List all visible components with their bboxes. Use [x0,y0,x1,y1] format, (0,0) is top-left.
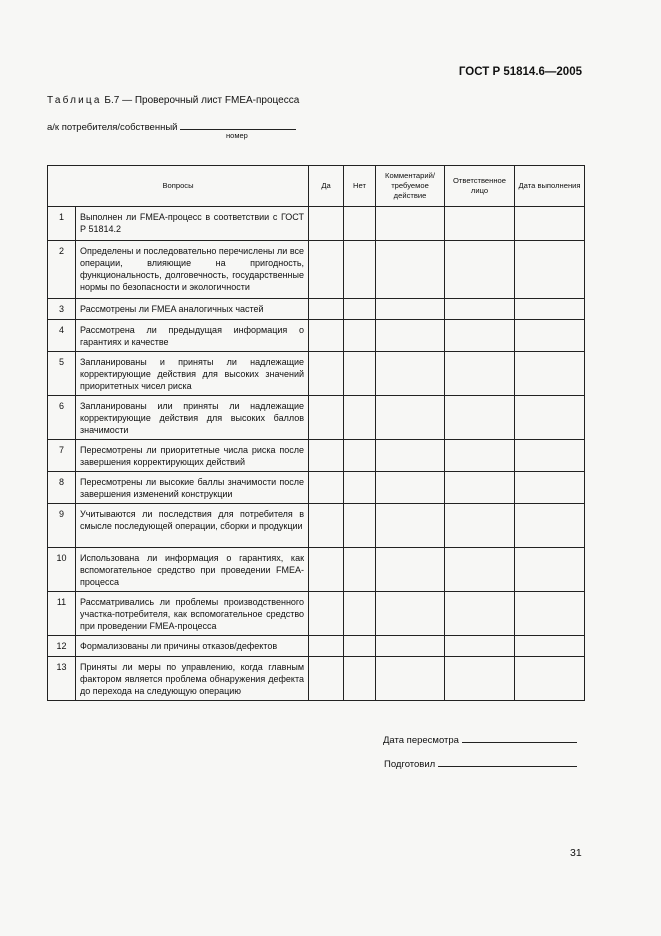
row-question: Рассмотрены ли FMEA аналогичных частей [76,299,309,320]
row-number: 6 [48,396,76,440]
row-number: 9 [48,504,76,548]
no-cell[interactable] [344,592,376,636]
row-question: Использована ли информация о гарантиях, как вспомогательное средство при проведении FMEA-процесса [76,548,309,592]
row-question: Определены и последовательно перечислены ли все операции, влияющие на пригодность, функциональность, долговечность, государственные нормы по безопасности и экологичности [76,241,309,299]
comment-cell[interactable] [376,299,445,320]
prepared-by-input-line[interactable] [438,757,577,767]
table-row [48,352,585,396]
table-row [48,207,585,241]
date-cell[interactable] [515,657,585,701]
comment-cell[interactable] [376,241,445,299]
row-number: 8 [48,472,76,504]
comment-cell[interactable] [376,320,445,352]
account-label: а/к потребителя/собственный [47,122,178,133]
table-row [48,440,585,472]
yes-cell[interactable] [309,241,344,299]
date-cell[interactable] [515,592,585,636]
caption-prefix: Таблица [47,95,102,106]
prepared-by-field [384,757,577,770]
header-no: Нет [344,166,376,207]
responsible-cell[interactable] [445,241,515,299]
header-responsible: Ответственное лицо [445,166,515,207]
comment-cell[interactable] [376,207,445,241]
account-sublabel: номер [226,131,248,140]
responsible-cell[interactable] [445,299,515,320]
table-row [48,320,585,352]
date-cell[interactable] [515,472,585,504]
row-question: Рассматривались ли проблемы производственного участка-потребителя, как вспомогательное средство при проведении FMEA-процесса [76,592,309,636]
no-cell[interactable] [344,504,376,548]
yes-cell[interactable] [309,440,344,472]
header-questions: Вопросы [48,166,309,207]
date-cell[interactable] [515,396,585,440]
yes-cell[interactable] [309,472,344,504]
date-cell[interactable] [515,548,585,592]
header-yes: Да [309,166,344,207]
responsible-cell[interactable] [445,548,515,592]
no-cell[interactable] [344,320,376,352]
caption-number: Б.7 — [101,95,135,106]
header-comment: Комментарий/ требуемое действие [376,166,445,207]
responsible-cell[interactable] [445,472,515,504]
page-number: 31 [570,847,582,859]
checklist-table [47,165,585,701]
row-number: 2 [48,241,76,299]
review-date-input-line[interactable] [462,733,577,743]
date-cell[interactable] [515,207,585,241]
date-cell[interactable] [515,241,585,299]
responsible-cell[interactable] [445,657,515,701]
row-question: Учитываются ли последствия для потребителя в смысле последующей операции, сборки и продукции [76,504,309,548]
row-question: Пересмотрены ли высокие баллы значимости после завершения изменений конструкции [76,472,309,504]
no-cell[interactable] [344,440,376,472]
comment-cell[interactable] [376,396,445,440]
table-row [48,396,585,440]
yes-cell[interactable] [309,636,344,657]
table-row [48,241,585,299]
row-question: Запланированы или приняты ли надлежащие корректирующие действия для высоких баллов значимости [76,396,309,440]
table-header-row [48,166,585,207]
review-date-field [383,733,577,746]
header-date: Дата выполнения [515,166,585,207]
table-row [48,592,585,636]
yes-cell[interactable] [309,504,344,548]
account-input-line[interactable] [180,120,296,130]
row-question: Формализованы ли причины отказов/дефектов [76,636,309,657]
review-date-label: Дата пересмотра [383,735,459,746]
table-row [48,504,585,548]
row-question: Выполнен ли FMEA-процесс в соответствии с ГОСТ Р 51814.2 [76,207,309,241]
table-row [48,548,585,592]
responsible-cell[interactable] [445,352,515,396]
no-cell[interactable] [344,657,376,701]
account-field [47,120,296,133]
yes-cell[interactable] [309,299,344,320]
row-question: Запланированы и приняты ли надлежащие корректирующие действия для высоких значений приоритетных чисел риска [76,352,309,396]
prepared-by-label: Подготовил [384,759,436,770]
row-number: 13 [48,657,76,701]
no-cell[interactable] [344,636,376,657]
date-cell[interactable] [515,320,585,352]
row-number: 5 [48,352,76,396]
row-question: Рассмотрена ли предыдущая информация о гарантиях и качестве [76,320,309,352]
yes-cell[interactable] [309,396,344,440]
no-cell[interactable] [344,352,376,396]
yes-cell[interactable] [309,352,344,396]
responsible-cell[interactable] [445,396,515,440]
responsible-cell[interactable] [445,636,515,657]
responsible-cell[interactable] [445,320,515,352]
responsible-cell[interactable] [445,592,515,636]
row-number: 10 [48,548,76,592]
date-cell[interactable] [515,440,585,472]
table-caption [47,95,299,106]
date-cell[interactable] [515,352,585,396]
responsible-cell[interactable] [445,504,515,548]
responsible-cell[interactable] [445,440,515,472]
row-question: Приняты ли меры по управлению, когда главным фактором является проблема обнаружения дефекта до перехода на следующую операцию [76,657,309,701]
table-row [48,657,585,701]
table-row [48,636,585,657]
no-cell[interactable] [344,241,376,299]
row-number: 1 [48,207,76,241]
no-cell[interactable] [344,207,376,241]
row-number: 3 [48,299,76,320]
yes-cell[interactable] [309,548,344,592]
comment-cell[interactable] [376,352,445,396]
responsible-cell[interactable] [445,207,515,241]
no-cell[interactable] [344,299,376,320]
date-cell[interactable] [515,636,585,657]
no-cell[interactable] [344,472,376,504]
no-cell[interactable] [344,548,376,592]
no-cell[interactable] [344,396,376,440]
date-cell[interactable] [515,504,585,548]
comment-cell[interactable] [376,636,445,657]
comment-cell[interactable] [376,472,445,504]
comment-cell[interactable] [376,548,445,592]
row-number: 4 [48,320,76,352]
comment-cell[interactable] [376,657,445,701]
comment-cell[interactable] [376,592,445,636]
yes-cell[interactable] [309,657,344,701]
yes-cell[interactable] [309,320,344,352]
table-row [48,472,585,504]
row-number: 7 [48,440,76,472]
comment-cell[interactable] [376,504,445,548]
row-question: Пересмотрены ли приоритетные числа риска после завершения корректирующих действий [76,440,309,472]
caption-title: Проверочный лист FMEA-процесса [134,95,300,106]
date-cell[interactable] [515,299,585,320]
yes-cell[interactable] [309,592,344,636]
yes-cell[interactable] [309,207,344,241]
standard-header: ГОСТ Р 51814.6—2005 [458,66,582,78]
comment-cell[interactable] [376,440,445,472]
row-number: 11 [48,592,76,636]
table-row [48,299,585,320]
row-number: 12 [48,636,76,657]
